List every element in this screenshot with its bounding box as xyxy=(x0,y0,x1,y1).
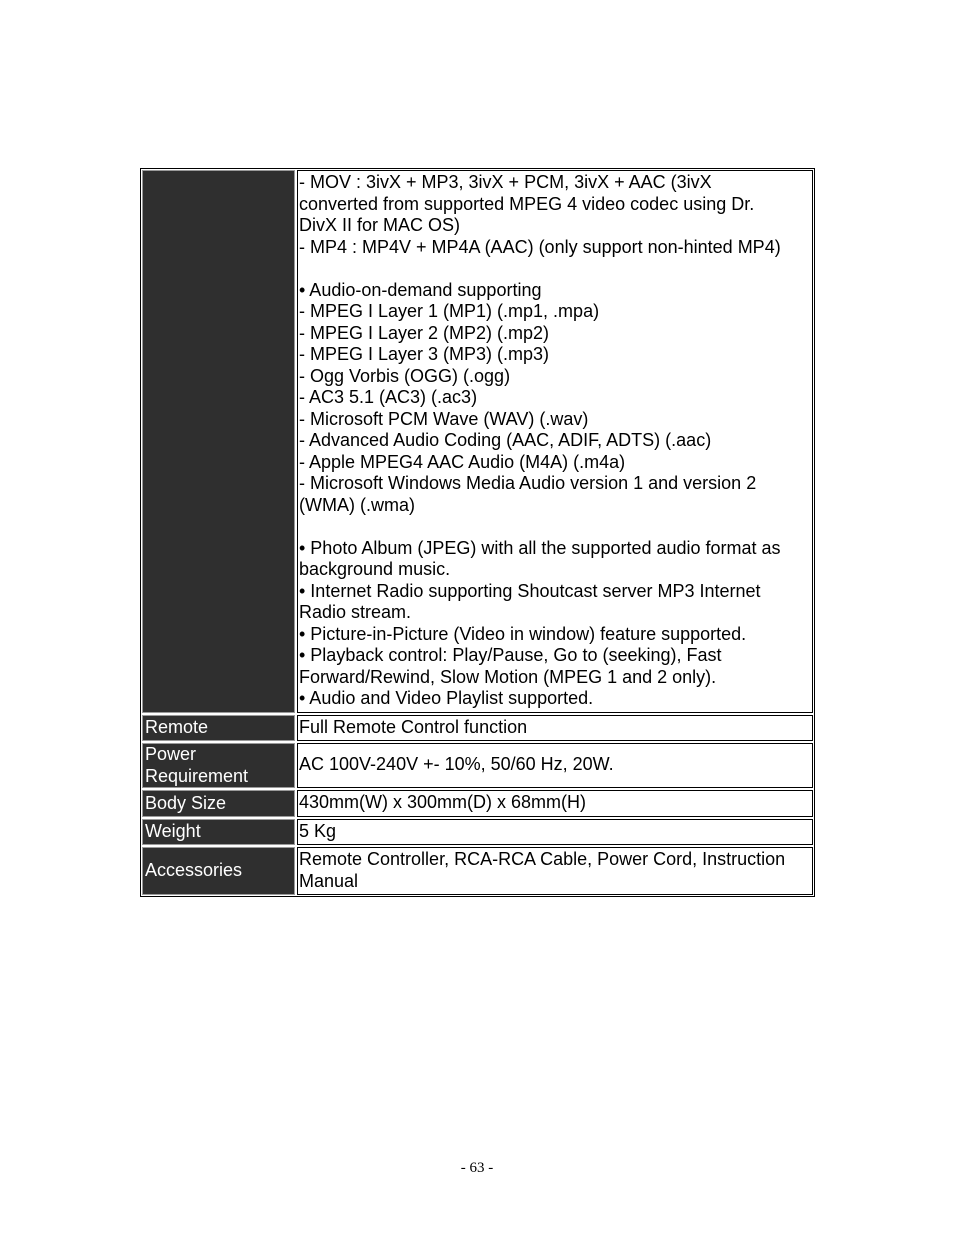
spec-text-line: 430mm(W) x 300mm(D) x 68mm(H) xyxy=(299,792,587,812)
spec-text-line: • Playback control: Play/Pause, Go to (seeking), Fast xyxy=(299,645,722,665)
spec-label-text: Remote xyxy=(145,717,209,737)
spec-text-line: Full Remote Control function xyxy=(299,716,528,737)
spec-label-remote xyxy=(142,715,295,742)
spec-text-line: AC 100V-240V +- 10%, 50/60 Hz, 20W. xyxy=(299,754,614,775)
spec-label-text: Requirement xyxy=(145,765,249,786)
spec-label-weight xyxy=(142,819,295,846)
page-number: - 63 - xyxy=(460,1160,494,1176)
spec-value-body-size xyxy=(297,790,813,817)
spec-value-weight xyxy=(297,819,813,846)
spec-text-line: - MPEG I Layer 2 (MP2) (.mp2) xyxy=(299,322,550,343)
spec-text-line: - MPEG I Layer 1 (MP1) (.mp1, .mpa) xyxy=(299,301,600,321)
spec-row-body-size xyxy=(142,790,813,817)
spec-label-text: Body Size xyxy=(145,792,227,813)
spec-text-line: • Photo Album (JPEG) with all the supported audio format as xyxy=(299,537,781,558)
spec-text-line: - Microsoft PCM Wave (WAV) (.wav) xyxy=(299,408,589,429)
spec-text-line: converted from supported MPEG 4 video codec using Dr. xyxy=(299,193,755,214)
spec-text-line: - Advanced Audio Coding (AAC, ADIF, ADTS) (.aac) xyxy=(299,430,712,450)
spec-text-line: Manual xyxy=(299,870,359,891)
spec-text-line: Radio stream. xyxy=(299,602,412,622)
spec-row-weight xyxy=(142,819,813,846)
spec-label-formats xyxy=(142,170,295,713)
spec-text-line: background music. xyxy=(299,559,451,579)
spec-row-formats xyxy=(142,170,813,713)
spec-blank-line xyxy=(299,516,811,538)
spec-value-formats xyxy=(297,170,813,713)
spec-text-line: - AC3 5.1 (AC3) (.ac3) xyxy=(299,387,478,407)
spec-blank-line xyxy=(299,258,811,280)
spec-text-line: - MPEG I Layer 3 (MP3) (.mp3) xyxy=(299,344,550,364)
spec-label-body-size xyxy=(142,790,295,817)
spec-text-line: - Microsoft Windows Media Audio version 1 and version 2 xyxy=(299,473,757,493)
spec-row-accessories xyxy=(142,847,813,895)
spec-text-line: - Ogg Vorbis (OGG) (.ogg) xyxy=(299,365,511,386)
spec-value-accessories xyxy=(297,847,813,895)
spec-label-text: Accessories xyxy=(145,860,243,881)
spec-row-remote xyxy=(142,715,813,742)
spec-text-line: - MOV : 3ivX + MP3, 3ivX + PCM, 3ivX + AAC (3ivX xyxy=(299,172,712,192)
spec-text-line: • Audio and Video Playlist supported. xyxy=(299,688,594,708)
spec-text-line: • Audio-on-demand supporting xyxy=(299,279,542,300)
spec-text-line: • Internet Radio supporting Shoutcast server MP3 Internet xyxy=(299,580,761,601)
specification-table xyxy=(140,168,815,897)
spec-label-power xyxy=(142,743,295,788)
spec-value-remote xyxy=(297,715,813,742)
spec-label-text: Weight xyxy=(145,821,201,841)
spec-text-line: Remote Controller, RCA-RCA Cable, Power Cord, Instruction xyxy=(299,849,786,869)
spec-text-line: 5 Kg xyxy=(299,820,337,841)
spec-label-text: Power xyxy=(145,744,197,764)
spec-text-line: (WMA) (.wma) xyxy=(299,494,415,515)
spec-text-line: DivX II for MAC OS) xyxy=(299,215,461,235)
spec-text-line: - Apple MPEG4 AAC Audio (M4A) (.m4a) xyxy=(299,451,626,472)
spec-text-line: Forward/Rewind, Slow Motion (MPEG 1 and 2 only). xyxy=(299,666,717,687)
spec-row-power xyxy=(142,743,813,788)
spec-text-line: - MP4 : MP4V + MP4A (AAC) (only support non-hinted MP4) xyxy=(299,236,781,257)
spec-value-power xyxy=(297,743,813,788)
spec-label-accessories xyxy=(142,847,295,895)
spec-text-line: • Picture-in-Picture (Video in window) feature supported. xyxy=(299,623,747,644)
